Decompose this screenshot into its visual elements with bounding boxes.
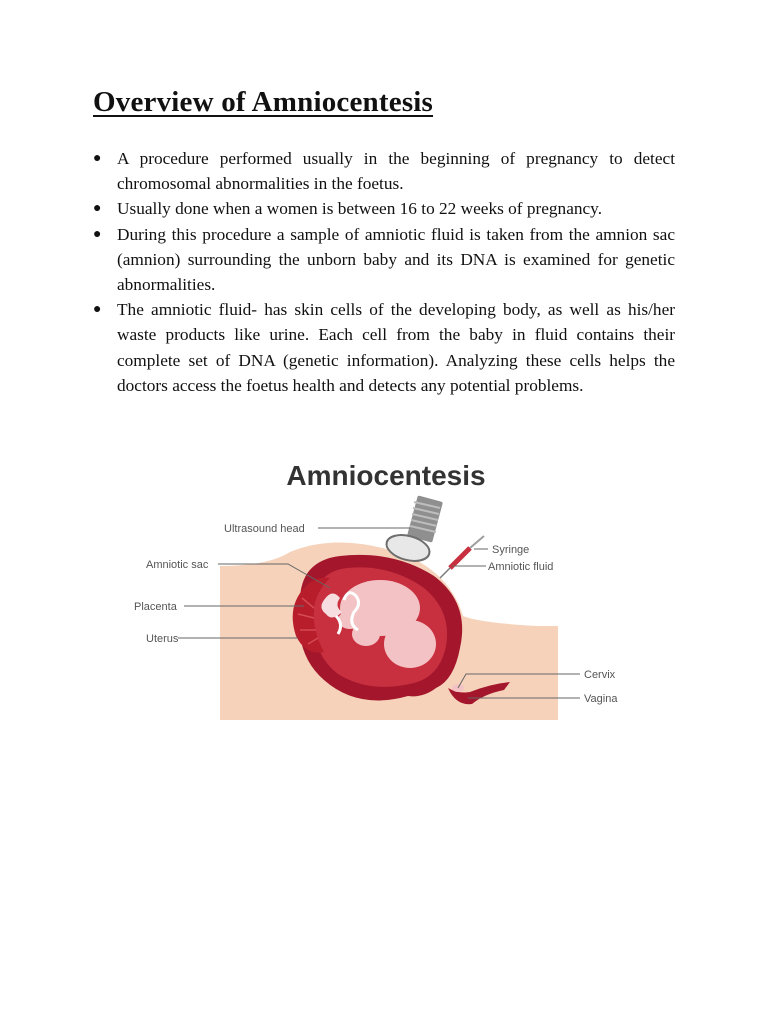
- amniocentesis-diagram: [118, 448, 638, 724]
- diagram-title: Amniocentesis: [286, 460, 486, 491]
- list-item: [93, 146, 675, 196]
- page-title: Overview of Amniocentesis: [93, 86, 434, 118]
- label-vagina: Vagina: [584, 693, 618, 705]
- label-syringe: Syringe: [492, 544, 530, 556]
- list-item: [93, 196, 675, 221]
- syringe-icon: [440, 536, 484, 578]
- label-placenta: Placenta: [134, 601, 177, 613]
- ultrasound-probe-icon: [384, 495, 443, 565]
- label-amniotic-fluid: Amniotic fluid: [488, 561, 554, 573]
- bullet-icon: ●: [93, 302, 102, 318]
- bullet-icon: ●: [93, 201, 102, 217]
- bullet-icon: ●: [93, 151, 102, 166]
- label-uterus: Uterus: [146, 633, 179, 645]
- bullet-list: [93, 146, 675, 398]
- label-cervix: Cervix: [584, 669, 616, 681]
- label-ultrasound-head: Ultrasound head: [224, 523, 305, 535]
- label-amniotic-sac: Amniotic sac: [146, 559, 209, 571]
- bullet-text: During this procedure a sample of amniotic fluid is taken from the amnion sac (amnion) surrounding the unborn baby and its DNA is examined for genetic abnormalities.: [117, 224, 675, 295]
- list-item: [93, 297, 675, 398]
- bullet-text: The amniotic fluid- has skin cells of the developing body, as well as his/her waste products like urine. Each cell from the baby in fluid contains their complete set of DNA (genetic information). Analyzing these cells helps the doctors access the foetus health and detects any potential problems.: [117, 300, 675, 395]
- bullet-text: A procedure performed usually in the beginning of pregnancy to detect chromosomal abnormalities in the foetus.: [117, 149, 675, 194]
- bullet-text: Usually done when a women is between 16 to 22 weeks of pregnancy.: [117, 199, 603, 219]
- list-item: [93, 222, 675, 298]
- bullet-icon: ●: [93, 226, 102, 242]
